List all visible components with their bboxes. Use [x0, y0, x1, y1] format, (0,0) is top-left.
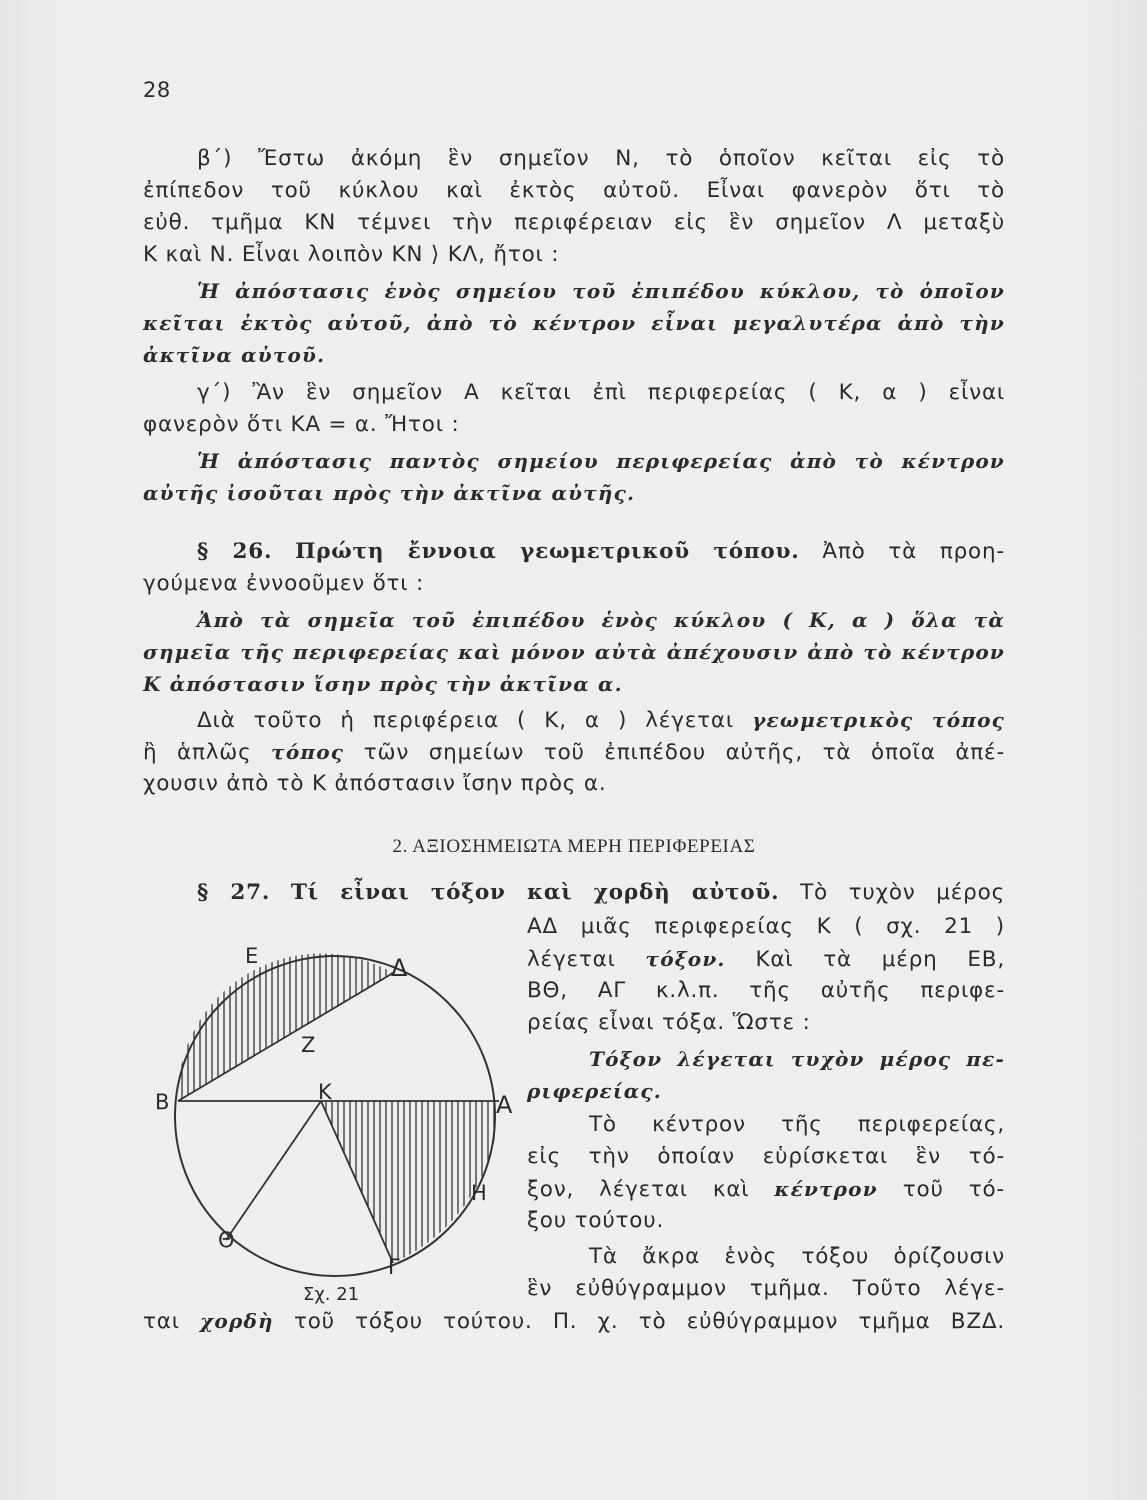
text-fragment: λέγεται — [527, 947, 616, 972]
text-fragment: ἢ ἁπλῶς — [143, 740, 252, 765]
label-Z: Ζ — [301, 1033, 316, 1057]
section-26-heading-line — [197, 537, 1005, 567]
emphasis: τόπος — [271, 740, 345, 764]
circle-diagram — [143, 940, 523, 1320]
statement-line: Τόξον λέγεται τυχὸν μέρος πε- — [589, 1047, 1005, 1071]
text-line: β΄) Ἔστω ἀκόμη ἓν σημεῖον Ν, τὸ ὁποῖον κεῖται εἰς τὸ — [197, 146, 1005, 171]
emphasis: γεωμετρικὸς τόπος — [752, 708, 1006, 732]
text-line: γούμενα ἐννοοῦμεν ὅτι : — [143, 571, 425, 596]
text-fragment: Τὸ τυχὸν μέρος — [800, 880, 1005, 905]
label-H: Η — [471, 1181, 487, 1205]
label-D: Δ — [391, 954, 408, 982]
label-B: Β — [155, 1090, 170, 1114]
section-number: § 27. — [197, 880, 271, 905]
statement-line: ριφερείας. — [527, 1079, 662, 1103]
label-K: Κ — [318, 1080, 332, 1104]
label-TH: Θ — [218, 1228, 235, 1252]
figure-21 — [143, 940, 523, 1320]
emphasis: κέντρον — [774, 1177, 878, 1201]
text-fragment: Διὰ τοῦτο ἡ περιφέρεια ( Κ, α ) λέγεται — [197, 708, 734, 733]
text-line: Τὸ κέντρον τῆς περιφερείας, — [589, 1112, 1005, 1137]
text-line: ΒΘ, ΑΓ κ.λ.π. τῆς αὐτῆς περιφε- — [527, 978, 1005, 1003]
statement-line: ἀκτῖνα αὐτοῦ. — [143, 343, 326, 367]
text-line: ΑΔ μιᾶς περιφερείας Κ ( σχ. 21 ) — [527, 914, 1005, 939]
text-line: εὐθ. τμῆμα ΚΝ τέμνει τὴν περιφέρειαν εἰς ἓν σημεῖον Λ μεταξὺ — [143, 210, 1005, 235]
text-fragment: ξον, λέγεται καὶ — [527, 1177, 750, 1202]
label-E: Ε — [245, 944, 259, 968]
radius-kth — [226, 1101, 321, 1240]
section-title: Τί εἶναι τόξον καὶ χορδὴ αὐτοῦ. — [290, 880, 780, 905]
text-fragment: Καὶ τὰ μέρη ΕΒ, — [755, 947, 1005, 972]
text-line: γ΄) Ἂν ἓν σημεῖον Α κεῖται ἐπὶ περιφερείας ( Κ, α ) εἶναι — [197, 380, 1005, 405]
text-line: ξου τούτου. — [527, 1208, 665, 1233]
text-fragment: τῶν σημείων τοῦ ἐπιπέδου αὐτῆς, τὰ ὁποῖα ἀπέ- — [363, 740, 1006, 765]
text-fragment: τοῦ τό- — [902, 1177, 1005, 1202]
text-line: χουσιν ἀπὸ τὸ Κ ἀπόστασιν ἴσην πρὸς α. — [143, 771, 607, 796]
text-line: Κ καὶ Ν. Εἶναι λοιπὸν ΚΝ ⟩ ΚΛ, ἤτοι : — [143, 242, 560, 267]
text-line: φανερὸν ὅτι ΚΑ = α. Ἤτοι : — [143, 412, 460, 437]
text-line: Τὰ ἄκρα ἑνὸς τόξου ὁρίζουσιν — [589, 1244, 1005, 1269]
emphasis: τόξον. — [645, 947, 726, 971]
figure-caption: Σχ. 21 — [303, 1284, 360, 1305]
text-line: ρείας εἶναι τόξα. Ὥστε : — [527, 1010, 811, 1035]
text-fragment: τοῦ τόξου τούτου. Π. χ. τὸ εὐθύγραμμον τμῆμα ΒΖΔ. — [293, 1309, 1006, 1334]
text-line — [143, 737, 1005, 767]
statement-line: Κ ἀπόστασιν ἴσην πρὸς τὴν ἀκτῖνα α. — [143, 672, 623, 696]
hatched-segment-bed — [178, 954, 393, 1104]
statement-line: Ἀπὸ τὰ σημεῖα τοῦ ἐπιπέδου ἑνὸς κύκλου ( Κ, α ) ὅλα τὰ — [197, 608, 1005, 632]
label-A: Α — [496, 1091, 513, 1119]
statement-line: Ἡ ἀπόστασις παντὸς σημείου περιφερείας ἀπὸ τὸ κέντρον — [197, 449, 1005, 473]
section-title: Πρώτη ἔννοια γεωμετρικοῦ τόπου. — [295, 539, 800, 564]
chapter-heading: 2. ΑΞΙΟΣΗΜΕΙΩΤΑ ΜΕΡΗ ΠΕΡΙΦΕΡΕΙΑΣ — [392, 836, 756, 857]
page-number: 28 — [143, 78, 171, 102]
text-line — [527, 1174, 1005, 1204]
text-line — [527, 944, 1005, 974]
statement-line: αὐτῆς ἰσοῦται πρὸς τὴν ἀκτῖνα αὐτῆς. — [143, 481, 636, 505]
text-line: ἐπίπεδον τοῦ κύκλου καὶ ἐκτὸς αὐτοῦ. Εἶναι φανερὸν ὅτι τὸ — [143, 178, 1005, 203]
label-G: Γ — [388, 1255, 400, 1279]
text-line: εἰς τὴν ὁποίαν εὑρίσκεται ἓν τό- — [527, 1144, 1005, 1169]
statement-line: κεῖται ἐκτὸς αὐτοῦ, ἀπὸ τὸ κέντρον εἶναι μεγαλυτέρα ἀπὸ τὴν — [143, 311, 1005, 335]
section-number: § 26. — [197, 539, 273, 564]
text-fragment: ται — [143, 1309, 180, 1334]
text-line — [197, 705, 1005, 735]
emphasis: χορδὴ — [200, 1309, 274, 1333]
statement-line: Ἡ ἀπόστασις ἑνὸς σημείου τοῦ ἐπιπέδου κύκλου, τὸ ὁποῖον — [197, 279, 1005, 303]
text-line: ἓν εὐθύγραμμον τμῆμα. Τοῦτο λέγε- — [527, 1276, 1005, 1301]
section-27-heading-line — [197, 878, 1005, 908]
text-fragment: Ἀπὸ τὰ προη- — [822, 539, 1005, 564]
statement-line: σημεῖα τῆς περιφερείας καὶ μόνον αὐτὰ ἀπέχουσιν ἀπὸ τὸ κέντρον — [143, 640, 1005, 664]
